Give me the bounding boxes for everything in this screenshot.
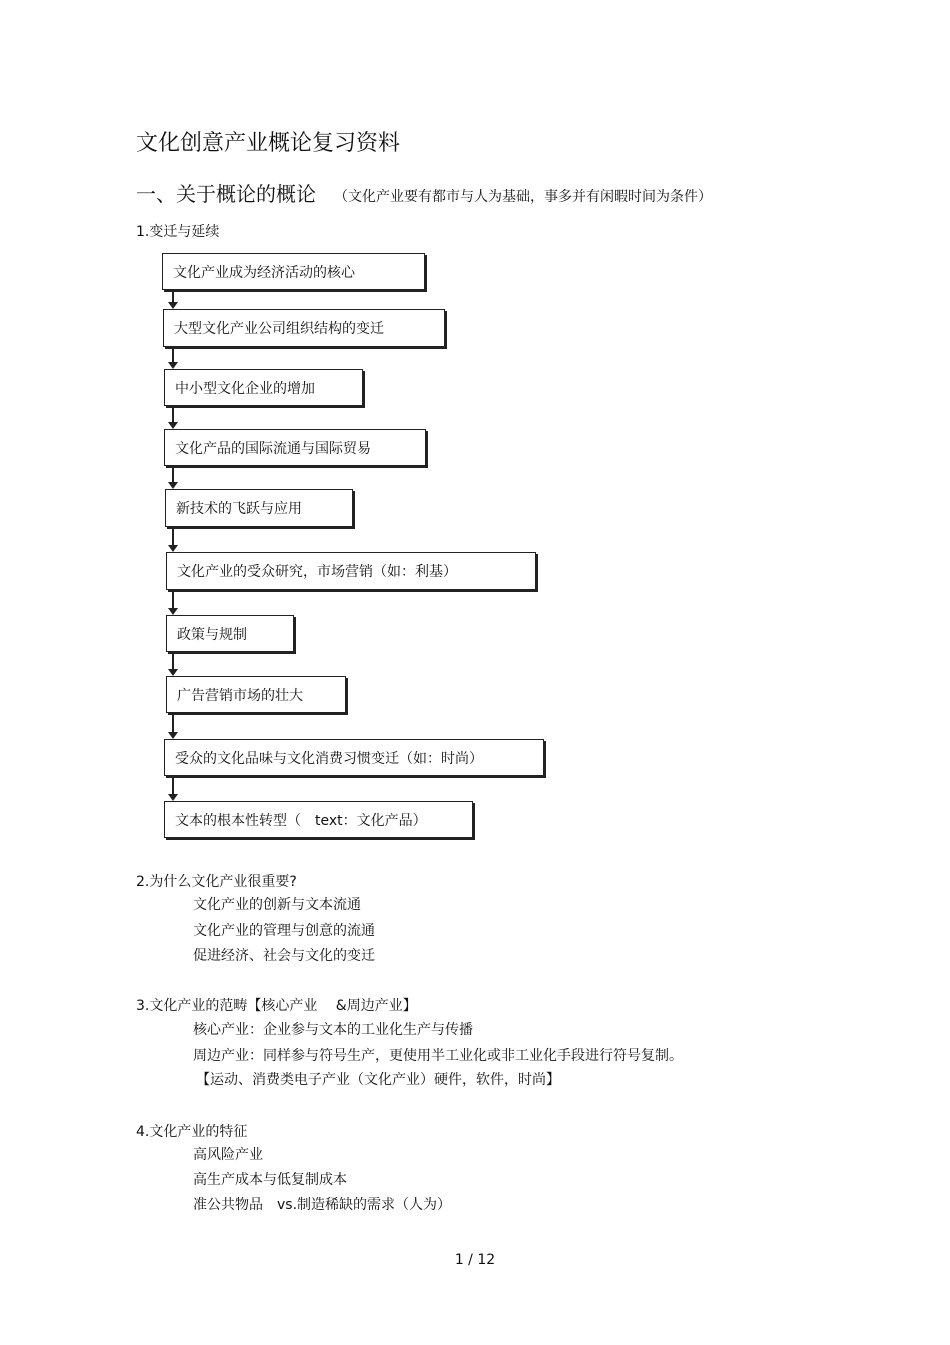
subsection-3-item: 核心产业：企业参与文本的工业化生产与传播 <box>193 1022 473 1038</box>
subsection-2-item: 促进经济、社会与文化的变迁 <box>193 948 375 964</box>
section-heading <box>136 178 712 207</box>
flow-arrow <box>172 466 174 483</box>
flow-arrow <box>172 347 174 363</box>
subsection-3-item: 周边产业：同样参与符号生产，更使用半工业化或非工业化手段进行符号复制。 <box>193 1048 683 1064</box>
subsection-3-item: 【运动、消费类电子产业（文化产业）硬件，软件，时尚】 <box>196 1072 560 1088</box>
flow-arrow <box>172 652 174 670</box>
flow-box-5: 新技术的飞跃与应用 <box>165 489 353 527</box>
flow-box-3: 中小型文化企业的增加 <box>164 369 363 406</box>
subsection-1-title: 1.变迁与延续 <box>136 224 220 240</box>
subsection-4-title: 4.文化产业的特征 <box>136 1124 248 1140</box>
flow-box-4: 文化产品的国际流通与国际贸易 <box>164 429 426 466</box>
flow-arrow <box>172 776 174 795</box>
flow-box-2: 大型文化产业公司组织结构的变迁 <box>163 309 445 347</box>
flow-arrow <box>172 590 174 609</box>
flow-arrow <box>172 290 174 303</box>
flow-box-8: 广告营销市场的壮大 <box>166 676 346 713</box>
subsection-4-item: 高生产成本与低复制成本 <box>193 1172 347 1188</box>
flow-box-10: 文本的根本性转型（ text：文化产品） <box>164 801 473 838</box>
document-title: 文化创意产业概论复习资料 <box>136 131 401 156</box>
section-heading-note: （文化产业要有都市与人为基础，事多并有闲暇时间为条件） <box>334 189 712 205</box>
subsection-4-item: 准公共物品 vs.制造稀缺的需求（人为） <box>193 1197 452 1213</box>
page-number: 1 / 12 <box>454 1252 496 1268</box>
flow-box-6: 文化产业的受众研究，市场营销（如：利基） <box>166 552 536 590</box>
subsection-3-title: 3.文化产业的范畴【核心产业 &周边产业】 <box>136 998 417 1014</box>
subsection-2-item: 文化产业的管理与创意的流通 <box>193 923 375 939</box>
flow-arrow <box>172 406 174 423</box>
flow-arrow <box>172 713 174 733</box>
subsection-4-item: 高风险产业 <box>193 1147 263 1163</box>
flow-box-9: 受众的文化品味与文化消费习惯变迁（如：时尚） <box>164 739 544 776</box>
section-heading-text: 一、关于概论的概论 <box>136 182 316 206</box>
flow-box-7: 政策与规制 <box>166 615 294 652</box>
subsection-2-title: 2.为什么文化产业很重要? <box>136 874 297 890</box>
flow-arrow <box>172 527 174 546</box>
subsection-2-item: 文化产业的创新与文本流通 <box>193 897 361 913</box>
flow-box-1: 文化产业成为经济活动的核心 <box>162 253 425 290</box>
